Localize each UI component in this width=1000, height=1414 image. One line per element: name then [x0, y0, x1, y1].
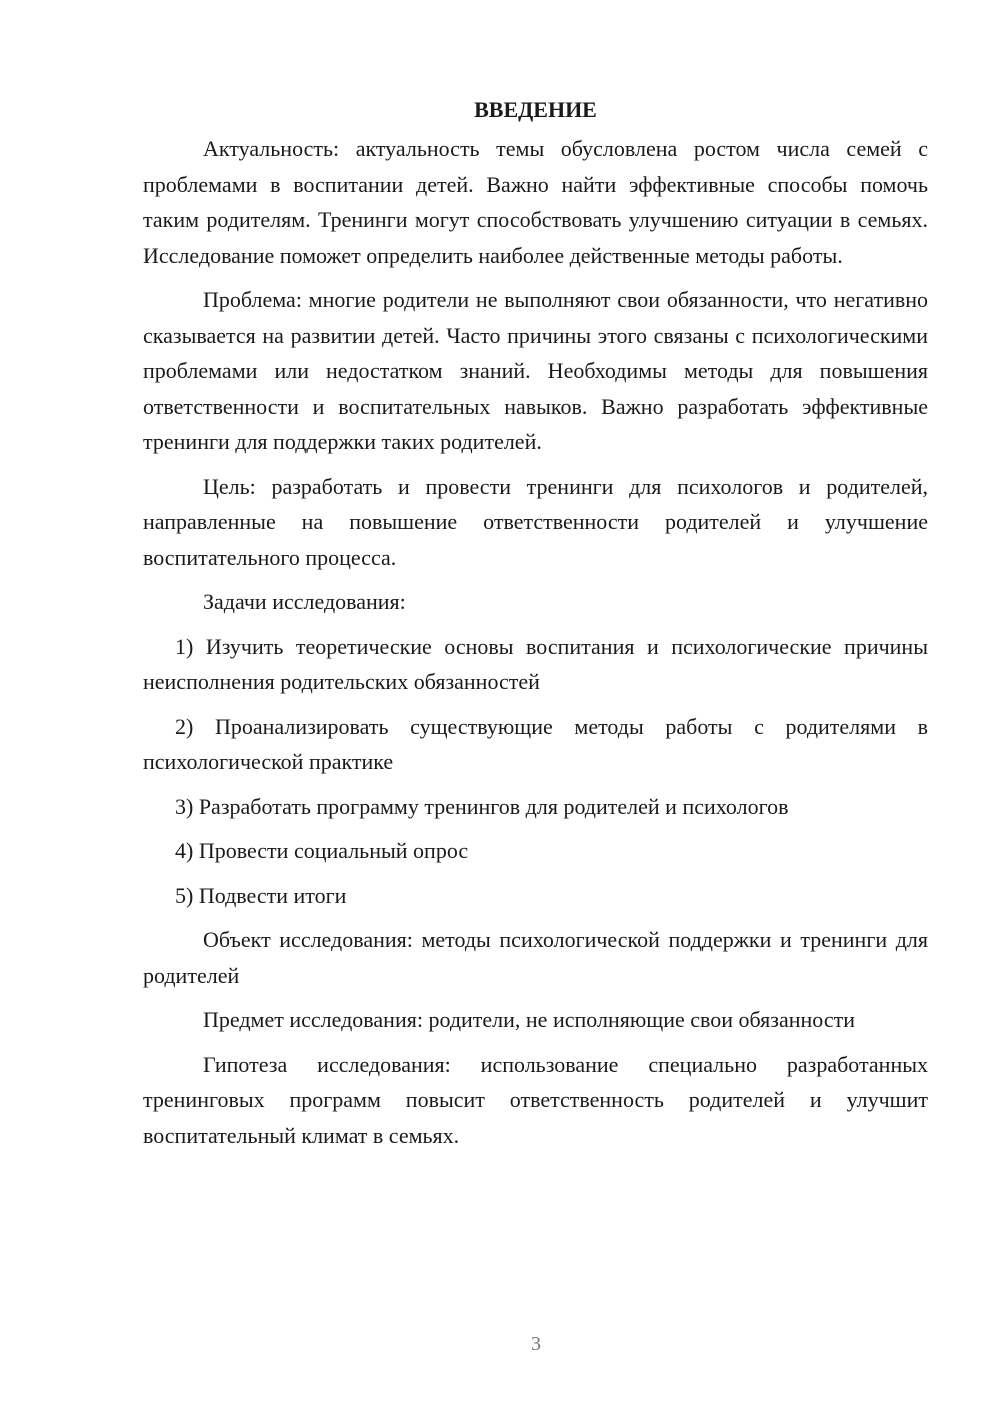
document-page [143, 92, 928, 1162]
paragraph-relevance: Актуальность: актуальность темы обусловлена ростом числа семей с проблемами в воспитании детей. Важно найти эффективные способы помочь таким родителям. Тренинги могут способствовать улучшению ситуации в семьях. Исследование поможет определить наиболее действенные методы работы. [143, 136, 928, 268]
page-number: 3 [531, 1333, 541, 1355]
task-item-2: 2) Проанализировать существующие методы работы с родителями в психологической практике [143, 713, 928, 774]
task-item-4: 4) Провести социальный опрос [175, 838, 469, 863]
paragraph-subject: Предмет исследования: родители, не исполняющие свои обязанности [203, 1007, 855, 1032]
tasks-heading: Задачи исследования: [203, 589, 406, 614]
paragraph-goal: Цель: разработать и провести тренинги для психологов и родителей, направленные на повышение ответственности родителей и улучшение воспитательного процесса. [143, 473, 928, 570]
task-item-5: 5) Подвести итоги [175, 882, 347, 908]
task-item-3: 3) Разработать программу тренингов для родителей и психологов [175, 793, 789, 819]
paragraph-hypothesis: Гипотеза исследования: использование специально разработанных тренинговых программ повысит ответственность родителей и улучшит воспитательный климат в семьях. [143, 1051, 928, 1148]
paragraph-problem: Проблема: многие родители не выполняют свои обязанности, что негативно сказывается на развитии детей. Часто причины этого связаны с психологическими проблемами или недостатком знаний. Необходимы методы для повышения ответственности и воспитательных навыков. Важно разработать эффективные тренинги для поддержки таких родителей. [143, 287, 928, 454]
page-title: ВВЕДЕНИЕ [474, 97, 597, 122]
paragraph-object: Объект исследования: методы психологической поддержки и тренинги для родителей [143, 927, 928, 988]
task-item-1: 1) Изучить теоретические основы воспитания и психологические причины неисполнения родительских обязанностей [143, 633, 928, 694]
